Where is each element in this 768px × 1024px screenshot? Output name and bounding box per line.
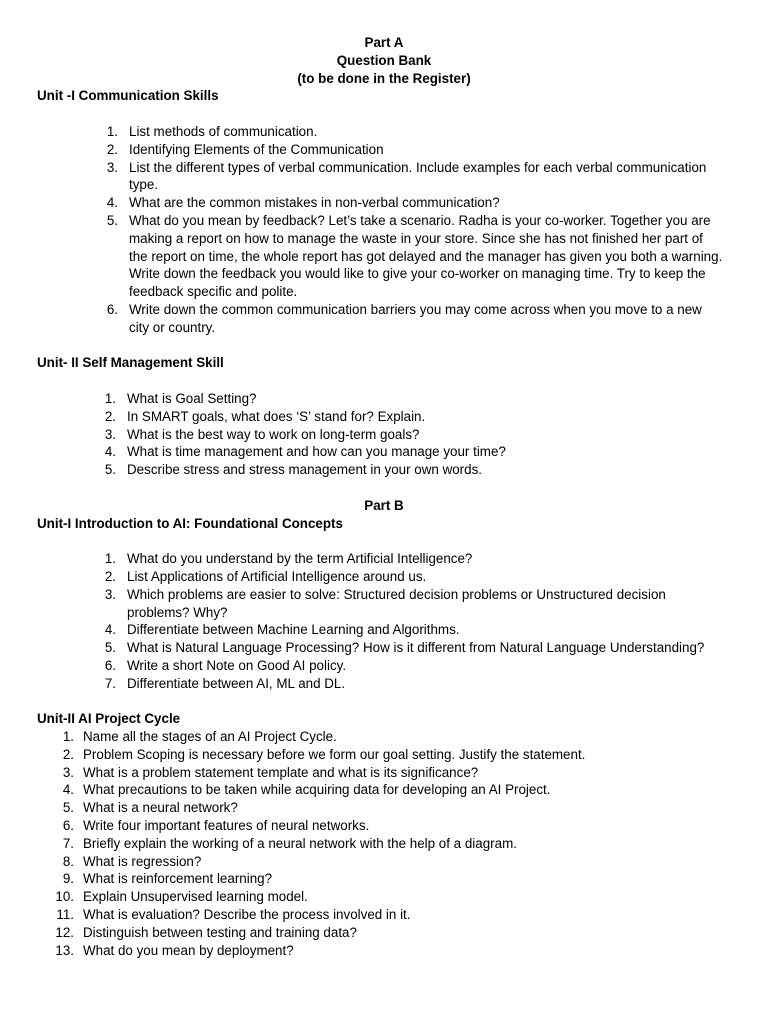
question-bank-page <box>0 34 768 959</box>
unit-1-communication-list <box>0 123 768 337</box>
list-item-number: 9. <box>62 871 74 887</box>
list-item <box>0 443 768 461</box>
list-item-text: Write four important features of neural networks. <box>83 818 370 834</box>
spacer <box>0 337 768 355</box>
list-item-text: What is regression? <box>83 853 202 869</box>
list-item-text: What do you understand by the term Artificial Intelligence? <box>127 551 473 567</box>
unit-2-self-management-heading: Unit- II Self Management Skill <box>37 355 224 371</box>
list-item <box>0 906 768 924</box>
list-item-text: In SMART goals, what does ‘S’ stand for? Explain. <box>127 408 426 424</box>
list-item-text: Problem Scoping is necessary before we form our goal setting. Justify the statement. <box>83 746 586 762</box>
list-item-text: Differentiate between Machine Learning and Algorithms. <box>127 622 460 638</box>
list-item <box>0 159 768 195</box>
list-item-text: Differentiate between AI, ML and DL. <box>127 675 346 691</box>
list-item <box>0 924 768 942</box>
list-item-text: Identifying Elements of the Communication <box>129 141 384 157</box>
list-item-text: What do you mean by deployment? <box>83 942 294 958</box>
unit-2-self-management-list <box>0 390 768 479</box>
list-item-number: 11. <box>56 907 74 923</box>
list-item-number: 2. <box>104 568 116 584</box>
list-item-number: 7. <box>62 835 74 851</box>
list-item <box>0 657 768 675</box>
list-item <box>0 568 768 586</box>
list-item-text: Explain Unsupervised learning model. <box>83 889 308 905</box>
list-item-number: 3. <box>106 159 118 175</box>
list-item <box>0 301 768 337</box>
list-item-text: Name all the stages of an AI Project Cycle. <box>83 729 337 745</box>
document-title: Question Bank <box>336 52 432 68</box>
list-item-number: 3. <box>104 586 116 602</box>
list-item-number: 2. <box>104 408 116 424</box>
list-item-text: List Applications of Artificial Intelligence around us. <box>127 568 427 584</box>
list-item-number: 7. <box>104 675 116 691</box>
list-item-text: List methods of communication. <box>129 123 318 139</box>
list-item <box>0 799 768 817</box>
list-item-text: What is evaluation? Describe the process involved in it. <box>83 907 411 923</box>
list-item-text: What are the common mistakes in non-verbal communication? <box>129 195 500 211</box>
list-item <box>0 764 768 782</box>
list-item-number: 1. <box>62 729 74 745</box>
list-item <box>0 817 768 835</box>
spacer <box>0 532 768 550</box>
list-item <box>0 390 768 408</box>
list-item-text: Describe stress and stress management in your own words. <box>127 462 483 478</box>
list-item-number: 4. <box>104 444 116 460</box>
list-item <box>0 461 768 479</box>
list-item <box>0 194 768 212</box>
unit-1-communication-heading: Unit -I Communication Skills <box>37 88 219 104</box>
unit-2-ai-project-cycle-heading: Unit-II AI Project Cycle <box>37 711 181 727</box>
list-item-number: 6. <box>62 818 74 834</box>
list-item-number: 1. <box>104 390 116 406</box>
list-item-number: 5. <box>106 212 118 228</box>
list-item <box>0 870 768 888</box>
list-item-number: 5. <box>62 800 74 816</box>
list-item-text: What is the best way to work on long-term goals? <box>127 426 420 442</box>
list-item <box>0 586 768 622</box>
list-item-number: 4. <box>62 782 74 798</box>
list-item-number: 5. <box>104 640 116 656</box>
list-item <box>0 408 768 426</box>
list-item-number: 6. <box>104 657 116 673</box>
list-item-text: Briefly explain the working of a neural network with the help of a diagram. <box>83 835 517 851</box>
list-item-number: 4. <box>106 195 118 211</box>
list-item-number: 13. <box>55 942 74 958</box>
list-item-text: Distinguish between testing and training data? <box>83 924 357 940</box>
list-item-number: 2. <box>62 746 74 762</box>
list-item <box>0 835 768 853</box>
part-a-label: Part A <box>364 35 404 50</box>
list-item-text: What is Goal Setting? <box>127 390 257 406</box>
list-item-number: 3. <box>62 764 74 780</box>
list-item <box>0 621 768 639</box>
list-item-text: Which problems are easier to solve: Structured decision problems or Unstructured decision problems? Why? <box>127 586 666 620</box>
spacer <box>0 105 768 123</box>
list-item-number: 4. <box>104 622 116 638</box>
list-item <box>0 123 768 141</box>
list-item-number: 2. <box>106 141 118 157</box>
list-item-number: 1. <box>106 123 118 139</box>
list-item <box>0 728 768 746</box>
list-item-number: 5. <box>104 462 116 478</box>
list-item-number: 6. <box>106 301 118 317</box>
unit-1-ai-foundations-heading: Unit-I Introduction to AI: Foundational Concepts <box>37 515 343 531</box>
list-item-number: 8. <box>62 853 74 869</box>
list-item <box>0 781 768 799</box>
unit-1-ai-foundations-list <box>0 550 768 692</box>
list-item-text: Write down the common communication barriers you may come across when you move to a new city or country. <box>129 301 702 335</box>
list-item-text: What is Natural Language Processing? How is it different from Natural Language Understanding? <box>127 640 705 656</box>
spacer <box>0 692 768 710</box>
spacer <box>0 479 768 497</box>
list-item-text: List the different types of verbal communication. Include examples for each verbal communication type. <box>129 159 707 193</box>
list-item-number: 3. <box>104 426 116 442</box>
list-item <box>0 426 768 444</box>
list-item <box>0 746 768 764</box>
list-item-number: 1. <box>104 551 116 567</box>
list-item-text: What is a problem statement template and what is its significance? <box>83 764 479 780</box>
list-item <box>0 853 768 871</box>
list-item <box>0 212 768 301</box>
list-item <box>0 141 768 159</box>
list-item-text: What is a neural network? <box>83 800 238 816</box>
list-item <box>0 550 768 568</box>
list-item-text: What precautions to be taken while acquiring data for developing an AI Project. <box>83 782 551 798</box>
unit-2-ai-project-cycle-list <box>0 728 768 959</box>
list-item-number: 12. <box>55 924 74 940</box>
list-item <box>0 639 768 657</box>
part-b-label: Part B <box>364 497 404 513</box>
list-item-text: Write a short Note on Good AI policy. <box>127 657 347 673</box>
list-item <box>0 675 768 693</box>
document-subtitle: (to be done in the Register) <box>297 70 471 86</box>
list-item-number: 10. <box>55 889 74 905</box>
list-item-text: What do you mean by feedback? Let’s take a scenario. Radha is your co-worker. Together you are making a report on how to manage the waste in your store. Since she has not finished her part of the report on time, the whole report has got delayed and the manager has given you both a warning. Write down the feedback you would like to give your co-worker on managing time. Try to keep the feedback specific and polite. <box>129 212 723 300</box>
spacer <box>0 372 768 390</box>
list-item-text: What is time management and how can you manage your time? <box>127 444 506 460</box>
list-item <box>0 942 768 960</box>
list-item-text: What is reinforcement learning? <box>83 871 273 887</box>
list-item <box>0 888 768 906</box>
